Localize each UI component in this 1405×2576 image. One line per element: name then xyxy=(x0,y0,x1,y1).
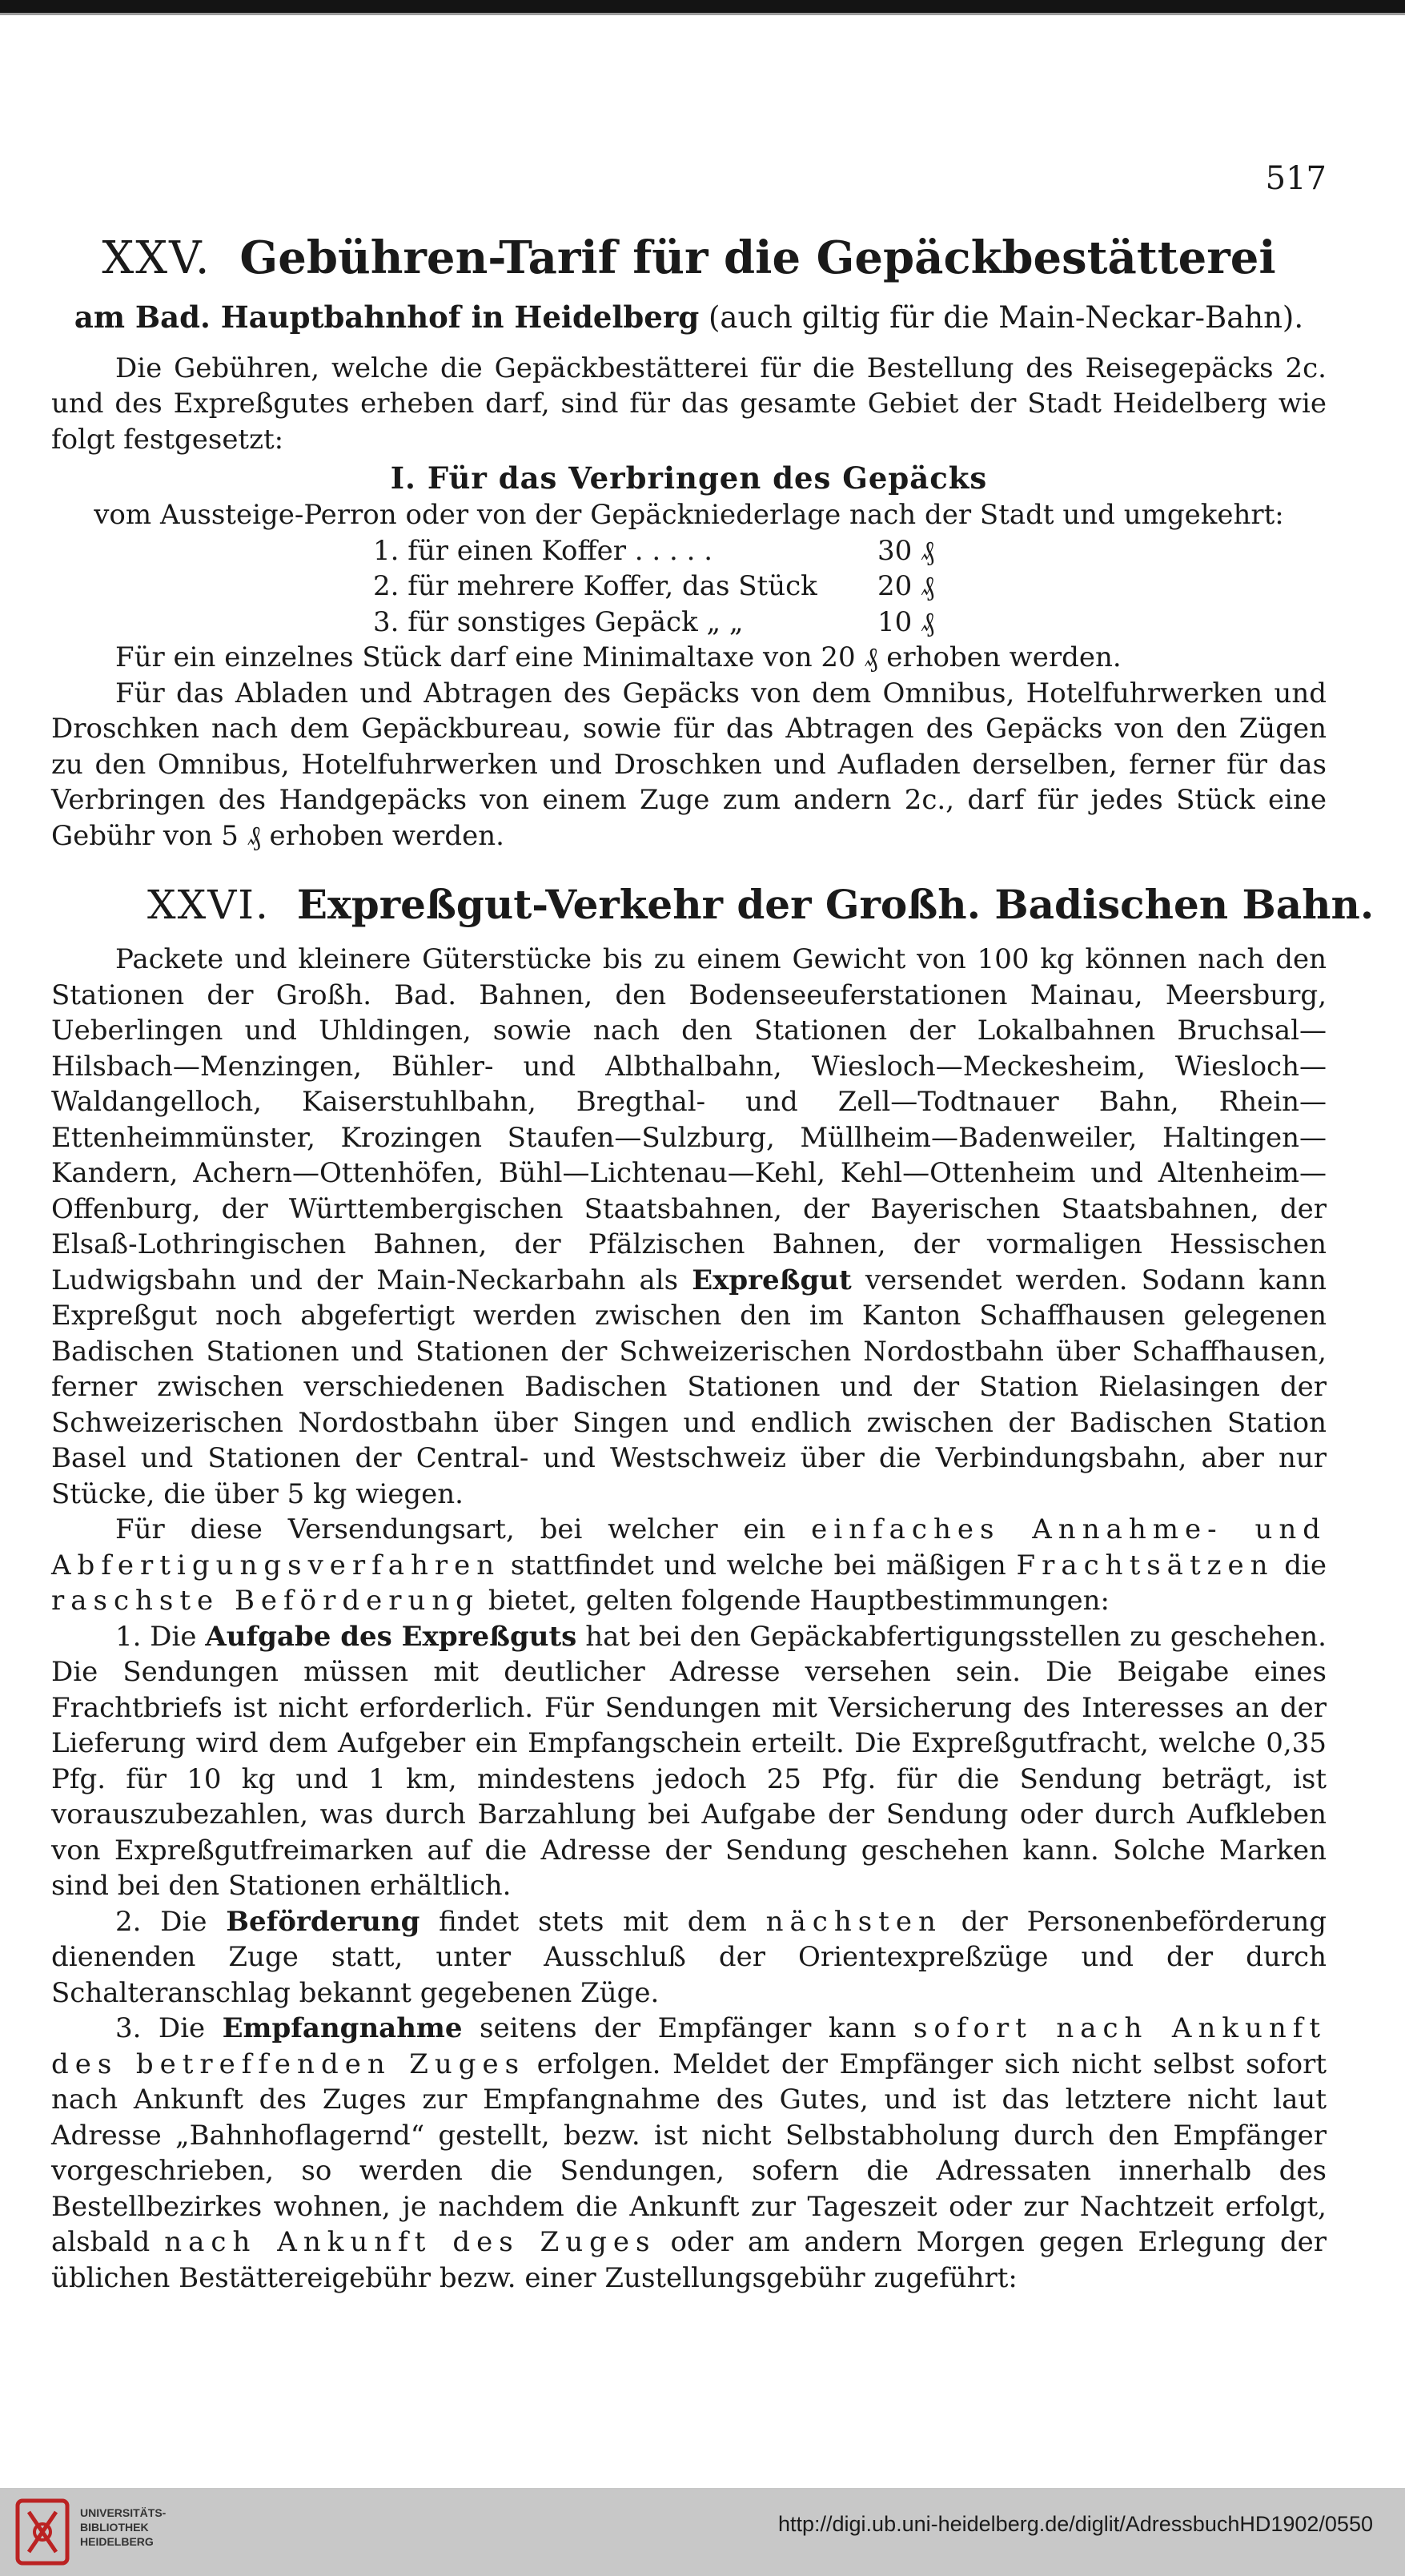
text-run: die xyxy=(1284,1549,1327,1581)
page-number: 517 xyxy=(1265,160,1327,197)
rule-3-term: Empfangnahme xyxy=(222,2012,463,2045)
rule-1-term: Aufgabe des Expreßguts xyxy=(205,1620,577,1653)
institution-name xyxy=(80,2506,166,2549)
source-url-link[interactable]: http://digi.ub.uni-heidelberg.de/diglit/AdressbuchHD1902/0550 xyxy=(777,2512,1373,2536)
section-xxvi-heading xyxy=(147,881,1375,929)
text-run: Packete und kleinere Güterstücke bis zu einem Gewicht von 100 kg können nach den Stationen der Großh. Bad. Bahnen, den Bodenseeuferstationen Mainau, Meersburg, Ueberlingen und Uhldingen, sowie nach den Stationen der Lokalbahnen Bruchsal—Hilsbach—Menzingen, Bühler- und Albthalbahn, Wiesloch—Meckesheim, Wiesloch—Waldangelloch, Kaiserstuhlbahn, Bregthal- und Zell—Todtnauer Bahn, Rhein—Ettenheimmünster, Krozingen Staufen—Sulzburg, Müllheim—Badenweiler, Haltingen—Kandern, Achern—Ottenhöfen, Bühl—Lichtenau—Kehl, Kehl—Ottenheim und Altenheim—Offenburg, der Württembergischen Staatsbahnen, der Bayerischen Staatsbahnen, der Elsaß-Lothringischen Bahnen, der Pfälzischen Bahnen, der vormaligen Hessischen Ludwigsbahn und der Main-Neckarbahn als xyxy=(51,943,1327,1296)
subtitle-note: (auch giltig für die Main-Neckar-Bahn). xyxy=(708,299,1304,335)
text-run: versendet werden. Sodann kann Expreßgut noch abgefertigt werden zwischen den im Kanton Schaffhausen gelegenen Badischen Stationen und Stationen der Schweizerischen Nordostbahn über Schaffhausen, ferner zwischen verschiedenen Badischen Stationen und der Station Rielasingen der Schweizerischen Nordostbahn über Singen und endlich zwischen der Badischen Station Basel und Stationen der Central- und Westschweiz über die Verbindungsbahn, aber nur Stücke, die über 5 kg wiegen. xyxy=(51,1264,1327,1510)
expressgut-stations-paragraph xyxy=(51,942,1327,1512)
fee-list xyxy=(373,533,1327,641)
rule-number: 2. Die xyxy=(115,1905,207,1938)
university-seal-icon xyxy=(14,2496,70,2568)
scan-top-border-shadow xyxy=(0,13,1405,15)
text-run: bietet, gelten folgende Hauptbestimmungen: xyxy=(488,1585,1110,1618)
spaced-emphasis: einfaches Annahme- und Abfertigungsverfahren xyxy=(51,1513,1327,1581)
institution-line: BIBLIOTHEK xyxy=(80,2521,149,2534)
rule-1-aufgabe xyxy=(51,1619,1327,1904)
section-xxv-heading xyxy=(51,231,1327,284)
subtitle-location: am Bad. Hauptbahnhof in Heidelberg xyxy=(74,299,700,335)
omnibus-fee-paragraph: Für das Abladen und Abtragen des Gepäcks von dem Omnibus, Hotelfuhrwerken und Droschken nach dem Gepäckbureau, sowie für das Abtragen des Gepäcks von den Zügen zu den Omnibus, Hotelfuhrwerken und Droschken und Aufladen derselben, ferner für das Verbringen des Handgepäcks von einem Zuge zum andern 2c., darf für jedes Stück eine Gebühr von 5 ₰ erhoben werden. xyxy=(51,677,1327,852)
text-run: stattfindet und welche bei mäßigen xyxy=(510,1549,1006,1581)
fee-row xyxy=(373,605,998,641)
scan-top-border xyxy=(0,0,1405,13)
text-run: findet stets mit dem xyxy=(439,1905,747,1938)
spaced-emphasis: raschste Beförderung xyxy=(51,1585,480,1618)
term-expressgut: Expreßgut xyxy=(692,1264,852,1296)
section-xxvi-title: Expreßgut-Verkehr der Großh. Badischen Bahn. xyxy=(296,881,1375,929)
spaced-emphasis: nächsten xyxy=(765,1905,942,1938)
fee-description: 2. für mehrere Koffer, das Stück xyxy=(373,570,817,603)
spaced-emphasis: Frachtsätzen xyxy=(1016,1549,1275,1581)
rule-2-term: Beförderung xyxy=(226,1905,420,1938)
institution-line: UNIVERSITÄTS- xyxy=(80,2506,167,2519)
fee-price: 20 ₰ xyxy=(877,570,935,603)
text-run: seitens der Empfänger kann xyxy=(480,2012,897,2045)
fee-price: 10 ₰ xyxy=(877,605,935,638)
text-run: erfolgen. Meldet der Empfänger sich nicht selbst sofort nach Ankunft des Zuges zur Empfangnahme des Gutes, und ist das letztere nicht laut Adresse „Bahnhoflagernd“ gestellt, bezw. ist nicht Selbstabholung durch den Empfänger vorgeschrieben, so werden die Sendungen, sofern die Adressaten innerhalb des Bestellbezirkes wohnen, je nachdem die Ankunft zur Tageszeit oder zur Nachtzeit erfolgt, alsbald xyxy=(51,2048,1327,2259)
text-run: der Personenbeförderung dienenden Zuge statt, unter Ausschluß der Orientexpreßzüge und der durch Schalteranschlag bekannt gegebenen Züge. xyxy=(51,1905,1327,2009)
text-run: hat bei den Gepäckabfertigungsstellen zu geschehen. Die Sendungen müssen mit deutlicher Adresse versehen sein. Die Beigabe eines Frachtbriefs ist nicht erforderlich. Für Sendungen mit Versicherung des Interesses an der Lieferung wird dem Aufgeber ein Empfangschein erteilt. Die Expreßgutfracht, welche 0,35 Pfg. für 10 kg und 1 km, mindestens jedoch 25 Pfg. für die Sendung beträgt, ist vorauszubezahlen, was durch Barzahlung bei Aufgabe der Sendung oder durch Aufkleben von Expreßgutfreimarken auf die Adresse der Sendung geschehen kann. Solche Marken sind bei den Stationen erhältlich. xyxy=(51,1620,1327,1903)
digitization-footer xyxy=(0,2488,1405,2576)
fee-price: 30 ₰ xyxy=(877,534,935,567)
part-i-subline: vom Aussteige-Perron oder von der Gepäckniederlage nach der Stadt und umgekehrt: xyxy=(94,499,1284,532)
fee-row xyxy=(373,569,998,605)
institution-line: HEIDELBERG xyxy=(80,2535,154,2548)
fee-row xyxy=(373,533,998,569)
rule-number: 3. Die xyxy=(115,2012,206,2045)
section-xxv-intro: Die Gebühren, welche die Gepäckbestätterei für die Bestellung des Reisegepäcks 2c. und des Expreßgutes erheben darf, sind für das gesamte Gebiet der Stadt Heidelberg wie folgt festgesetzt: xyxy=(51,352,1327,456)
part-i-heading: I. Für das Verbringen des Gepäcks xyxy=(390,460,988,496)
section-xxv-numeral: XXV. xyxy=(102,232,211,284)
section-xxvi-numeral: XXVI. xyxy=(147,882,270,929)
rule-number: 1. Die xyxy=(115,1620,197,1653)
minimum-fee-paragraph: Für ein einzelnes Stück darf eine Minimaltaxe von 20 ₰ erhoben werden. xyxy=(115,641,1122,674)
spaced-emphasis: nach Ankunft des Zuges xyxy=(164,2226,656,2259)
rule-3-empfangnahme xyxy=(51,2011,1327,2296)
fee-description: 1. für einen Koffer . . . . . xyxy=(373,534,713,567)
text-run: Für diese Versendungsart, bei welcher ein xyxy=(115,1513,786,1546)
spaced-emphasis: sofort nach Ankunft des betreffenden Zuges xyxy=(51,2012,1327,2080)
text-run: oder am andern Morgen gegen Erlegung der üblichen Bestättereigebühr bezw. einer Zustellungsgebühr zugeführt: xyxy=(51,2226,1327,2294)
procedure-paragraph xyxy=(51,1512,1327,1619)
fee-description: 3. für sonstiges Gepäck „ „ xyxy=(373,605,744,638)
page-content xyxy=(51,231,1375,2296)
rule-2-befoerderung xyxy=(51,1904,1327,2011)
section-xxv-subtitle xyxy=(51,299,1327,335)
section-xxv-title: Gebühren-Tarif für die Gepäckbestätterei xyxy=(239,231,1276,284)
